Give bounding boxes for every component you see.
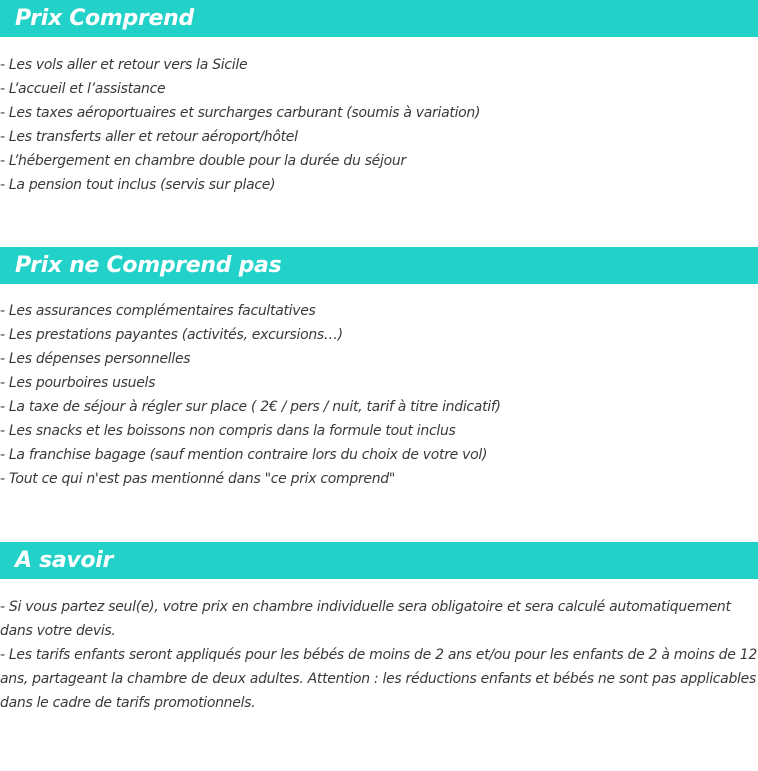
section-header <box>0 542 758 579</box>
included-list <box>0 53 758 197</box>
section-title: Prix ne Comprend pas <box>15 253 282 278</box>
section-title: A savoir <box>15 548 114 573</box>
section-header <box>0 247 758 284</box>
section-a-savoir <box>0 542 758 715</box>
info-paragraphs <box>0 595 758 715</box>
list-item: - La taxe de séjour à régler sur place ( 2€ / pers / nuit, tarif à titre indicatif) <box>0 399 501 415</box>
info-paragraph: - Les tarifs enfants seront appliqués pour les bébés de moins de 2 ans et/ou pour les enfants de 2 à moins de 12 ans, partageant la chambre de deux adultes. Attention : les réductions enfants et bébés ne sont pas applicables dans le cadre de tarifs promotionnels. <box>0 647 757 711</box>
list-item: - Tout ce qui n'est pas mentionné dans "ce prix comprend" <box>0 471 396 487</box>
list-item: - L’accueil et l’assistance <box>0 81 166 97</box>
section-prix-comprend <box>0 0 758 197</box>
list-item: - L’hébergement en chambre double pour la durée du séjour <box>0 153 406 169</box>
list-item: - La pension tout inclus (servis sur place) <box>0 177 276 193</box>
list-item: - Les pourboires usuels <box>0 375 156 391</box>
section-title: Prix Comprend <box>15 6 194 31</box>
list-item: - Les dépenses personnelles <box>0 351 191 367</box>
info-paragraph: - Si vous partez seul(e), votre prix en chambre individuelle sera obligatoire et sera calculé automatiquement dans votre devis. <box>0 599 731 639</box>
excluded-list <box>0 299 758 491</box>
list-item: - Les prestations payantes (activités, excursions…) <box>0 327 343 343</box>
list-item: - Les transferts aller et retour aéroport/hôtel <box>0 129 298 145</box>
list-item: - Les vols aller et retour vers la Sicile <box>0 57 248 73</box>
list-item: - La franchise bagage (sauf mention contraire lors du choix de votre vol) <box>0 447 488 463</box>
section-prix-ne-comprend-pas <box>0 247 758 491</box>
section-header <box>0 0 758 37</box>
list-item: - Les taxes aéroportuaires et surcharges carburant (soumis à variation) <box>0 105 481 121</box>
list-item: - Les snacks et les boissons non compris dans la formule tout inclus <box>0 423 456 439</box>
list-item: - Les assurances complémentaires facultatives <box>0 303 316 319</box>
